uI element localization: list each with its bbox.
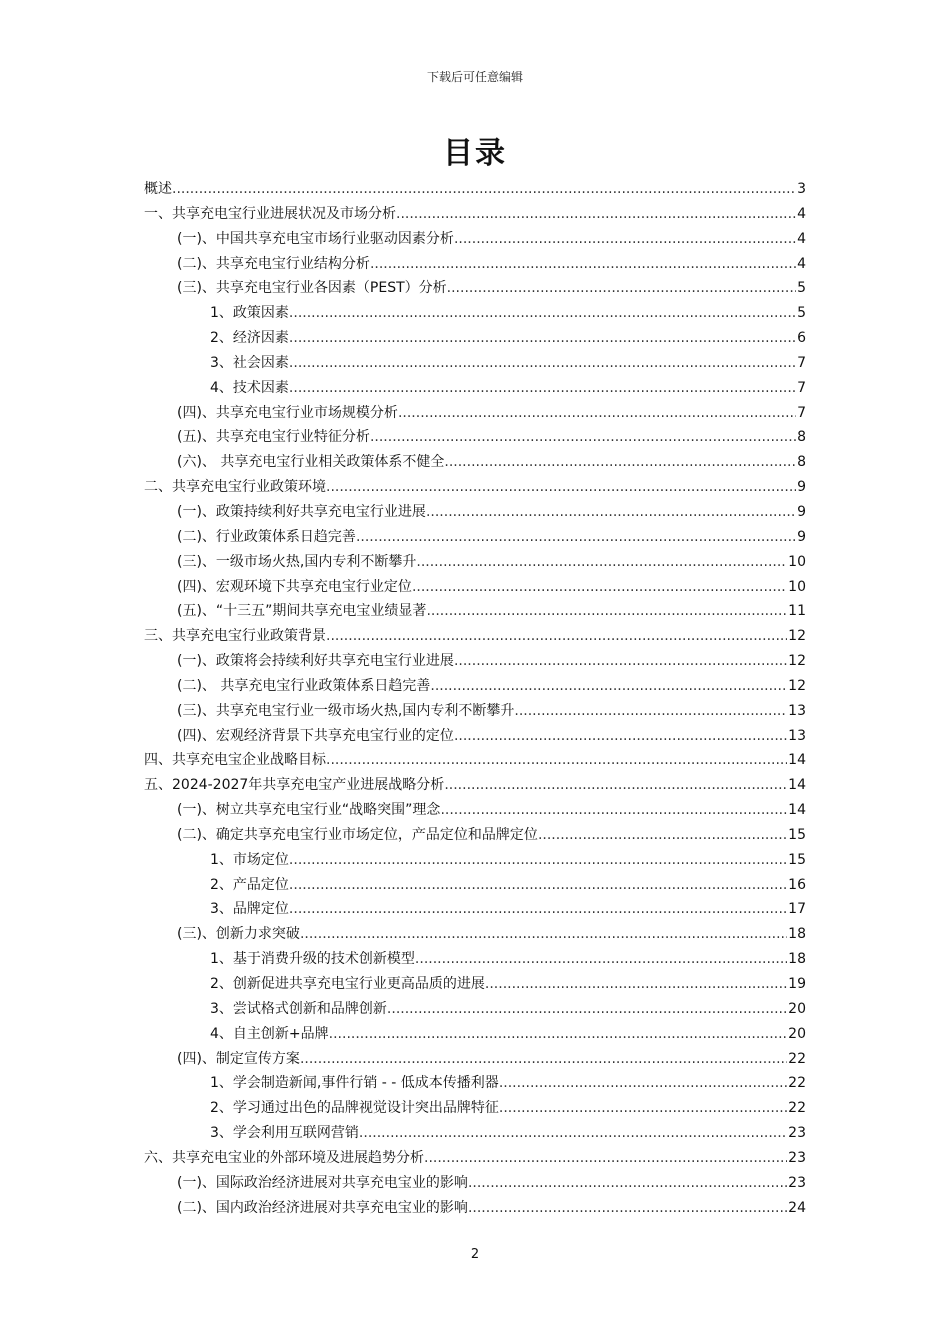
- toc-dot-leader: [447, 276, 796, 301]
- toc-entry-title: (三)、一级市场火热,国内专利不断攀升: [177, 553, 417, 570]
- toc-entry[interactable]: [144, 1196, 806, 1221]
- toc-entry[interactable]: [144, 500, 806, 525]
- toc-entry[interactable]: [144, 202, 806, 227]
- toc-entry-title: (二)、 共享充电宝行业政策体系日趋完善: [177, 677, 431, 694]
- toc-entry[interactable]: [144, 798, 806, 823]
- toc-dot-leader: [396, 202, 796, 227]
- toc-entry-title: 3、尝试格式创新和品牌创新: [210, 1000, 387, 1017]
- toc-entry-page: 3: [797, 181, 806, 197]
- toc-entry[interactable]: [144, 450, 806, 475]
- toc-entry-page: 14: [788, 777, 806, 794]
- toc-entry[interactable]: [144, 748, 806, 773]
- toc-entry-title: (一)、政策将会持续利好共享充电宝行业进展: [177, 653, 454, 670]
- toc-entry-title: 3、品牌定位: [210, 901, 289, 918]
- toc-dot-leader: [454, 724, 787, 749]
- toc-entry[interactable]: [144, 1121, 806, 1146]
- toc-entry-title: (四)、宏观环境下共享充电宝行业定位: [177, 578, 412, 595]
- toc-entry-title: 4、技术因素: [210, 379, 289, 396]
- toc-entry-page: 12: [788, 628, 806, 645]
- toc-entry-page: 15: [788, 851, 806, 868]
- toc-entry-title: 1、基于消费升级的技术创新模型: [210, 951, 415, 968]
- toc-entry[interactable]: [144, 351, 806, 376]
- toc-entry[interactable]: [144, 947, 806, 972]
- toc-entry-page: 24: [788, 1199, 806, 1216]
- toc-entry-page: 14: [788, 802, 806, 819]
- toc-entry[interactable]: [144, 699, 806, 724]
- toc-dot-leader: [538, 823, 787, 848]
- toc-dot-leader: [289, 301, 796, 326]
- toc-entry[interactable]: [144, 972, 806, 997]
- toc-entry-page: 7: [797, 379, 806, 396]
- toc-entry-page: 11: [788, 603, 806, 620]
- toc-entry-page: 4: [797, 205, 806, 222]
- toc-dot-leader: [359, 1121, 787, 1146]
- toc-entry[interactable]: [144, 897, 806, 922]
- toc-entry[interactable]: [144, 301, 806, 326]
- toc-entry[interactable]: [144, 1071, 806, 1096]
- toc-entry[interactable]: [144, 525, 806, 550]
- toc-entry[interactable]: [144, 873, 806, 898]
- toc-dot-leader: [356, 525, 796, 550]
- toc-entry-page: 16: [788, 876, 806, 893]
- toc-dot-leader: [412, 575, 787, 600]
- toc-entry-page: 13: [788, 702, 806, 719]
- toc-entry[interactable]: [144, 649, 806, 674]
- toc-entry-page: 8: [797, 429, 806, 446]
- toc-entry-page: 7: [797, 404, 806, 421]
- toc-entry[interactable]: [144, 425, 806, 450]
- toc-entry[interactable]: [144, 599, 806, 624]
- toc-entry-page: 10: [788, 578, 806, 595]
- toc-entry-page: 19: [788, 976, 806, 992]
- toc-dot-leader: [426, 599, 787, 624]
- toc-entry[interactable]: [144, 475, 806, 500]
- toc-entry[interactable]: [144, 997, 806, 1022]
- toc-dot-leader: [387, 997, 787, 1022]
- toc-entry-page: 10: [788, 553, 806, 570]
- toc-dot-leader: [430, 674, 787, 699]
- toc-entry-page: 13: [788, 727, 806, 744]
- toc-entry-title: 2、产品定位: [210, 876, 289, 893]
- toc-entry-title: 1、学会制造新闻,事件行销 - - 低成本传播利器: [210, 1075, 499, 1092]
- toc-dot-leader: [289, 873, 787, 898]
- toc-entry-title: (六)、 共享充电宝行业相关政策体系不健全: [177, 454, 445, 471]
- toc-entry-page: 5: [797, 305, 806, 322]
- toc-entry-page: 9: [797, 503, 806, 520]
- page-header: 下载后可任意编辑: [426, 70, 523, 84]
- toc-dot-leader: [468, 1171, 787, 1196]
- toc-entry-page: 23: [788, 1125, 806, 1142]
- toc-entry-title: (二)、行业政策体系日趋完善: [177, 528, 356, 545]
- toc-entry[interactable]: [144, 326, 806, 351]
- toc-entry-title: (三)、创新力求突破: [177, 926, 300, 943]
- toc-entry-title: 2、经济因素: [210, 330, 289, 347]
- toc-dot-leader: [444, 773, 787, 798]
- toc-dot-leader: [499, 1096, 787, 1121]
- toc-entry-page: 8: [797, 454, 806, 471]
- toc-dot-leader: [454, 227, 796, 252]
- toc-entry-page: 12: [788, 677, 806, 694]
- toc-entry-title: 四、共享充电宝企业战略目标: [144, 752, 326, 769]
- toc-entry[interactable]: [144, 1146, 806, 1171]
- toc-entry-title: (一)、政策持续利好共享充电宝行业进展: [177, 503, 426, 520]
- toc-entry-page: 4: [797, 255, 806, 272]
- toc-dot-leader: [289, 897, 787, 922]
- toc-dot-leader: [444, 450, 796, 475]
- toc-entry-title: 4、自主创新+品牌: [210, 1025, 329, 1042]
- toc-entry-page: 17: [788, 901, 806, 918]
- toc-entry-page: 20: [788, 1000, 806, 1017]
- toc-entry-page: 22: [788, 1100, 806, 1117]
- toc-entry-page: 7: [797, 354, 806, 371]
- toc-entry[interactable]: [144, 177, 806, 202]
- toc-entry-title: 1、市场定位: [210, 851, 289, 868]
- table-of-contents: [144, 177, 806, 1220]
- toc-dot-leader: [424, 1146, 787, 1171]
- toc-entry-page: 5: [797, 280, 806, 297]
- toc-entry-page: 15: [788, 826, 806, 843]
- toc-entry-page: 4: [797, 230, 806, 247]
- toc-dot-leader: [289, 376, 796, 401]
- toc-entry-title: (四)、制定宣传方案: [177, 1050, 300, 1067]
- toc-entry-title: 3、学会利用互联网营销: [210, 1125, 359, 1142]
- toc-entry-title: 2、创新促进共享充电宝行业更高品质的进展: [210, 976, 485, 992]
- toc-entry-page: 14: [788, 752, 806, 769]
- toc-dot-leader: [370, 252, 796, 277]
- toc-dot-leader: [326, 624, 787, 649]
- toc-entry-title: (一)、中国共享充电宝市场行业驱动因素分析: [177, 230, 454, 247]
- toc-dot-leader: [485, 972, 787, 997]
- toc-dot-leader: [289, 351, 796, 376]
- toc-entry[interactable]: [144, 276, 806, 301]
- toc-entry[interactable]: [144, 575, 806, 600]
- toc-entry-title: (二)、确定共享充电宝行业市场定位，产品定位和品牌定位: [177, 826, 538, 843]
- toc-entry[interactable]: [144, 1022, 806, 1047]
- toc-entry-title: 三、共享充电宝行业政策背景: [144, 628, 326, 645]
- toc-dot-leader: [454, 649, 787, 674]
- toc-entry-title: 概述: [144, 181, 172, 197]
- toc-entry-page: 9: [797, 528, 806, 545]
- toc-entry-page: 22: [788, 1075, 806, 1092]
- toc-dot-leader: [289, 848, 787, 873]
- toc-entry[interactable]: [144, 922, 806, 947]
- toc-entry-title: (三)、共享充电宝行业一级市场火热,国内专利不断攀升: [177, 702, 515, 719]
- toc-entry-title: 二、共享充电宝行业政策环境: [144, 479, 326, 496]
- toc-dot-leader: [499, 1071, 787, 1096]
- page-title: 目录: [443, 136, 507, 171]
- toc-entry[interactable]: [144, 674, 806, 699]
- toc-dot-leader: [416, 550, 787, 575]
- toc-entry-page: 9: [797, 479, 806, 496]
- toc-entry-title: (五)、“十三五”期间共享充电宝业绩显著: [177, 603, 427, 620]
- toc-entry[interactable]: [144, 376, 806, 401]
- toc-entry[interactable]: [144, 252, 806, 277]
- toc-dot-leader: [300, 1047, 787, 1072]
- toc-entry[interactable]: [144, 1171, 806, 1196]
- toc-entry[interactable]: [144, 227, 806, 252]
- toc-entry-page: 18: [788, 926, 806, 943]
- toc-entry-title: (四)、宏观经济背景下共享充电宝行业的定位: [177, 727, 454, 744]
- toc-dot-leader: [300, 922, 787, 947]
- toc-dot-leader: [415, 947, 787, 972]
- toc-entry-title: 五、2024-2027年共享充电宝产业进展战略分析: [144, 777, 445, 794]
- toc-dot-leader: [326, 748, 787, 773]
- toc-dot-leader: [514, 699, 787, 724]
- toc-entry[interactable]: [144, 550, 806, 575]
- toc-entry-title: (一)、国际政治经济进展对共享充电宝业的影响: [177, 1174, 468, 1191]
- toc-entry-title: (四)、共享充电宝行业市场规模分析: [177, 404, 398, 421]
- toc-entry[interactable]: [144, 773, 806, 798]
- toc-entry-title: (一)、树立共享充电宝行业“战略突围”理念: [177, 802, 441, 819]
- toc-entry[interactable]: [144, 624, 806, 649]
- toc-entry[interactable]: [144, 823, 806, 848]
- toc-dot-leader: [426, 500, 796, 525]
- toc-entry[interactable]: [144, 401, 806, 426]
- toc-entry-page: 12: [788, 653, 806, 670]
- toc-entry-page: 23: [788, 1149, 806, 1166]
- toc-entry-page: 18: [788, 951, 806, 968]
- toc-dot-leader: [326, 475, 796, 500]
- toc-entry-page: 22: [788, 1050, 806, 1067]
- toc-entry-title: 1、政策因素: [210, 305, 289, 322]
- toc-entry[interactable]: [144, 848, 806, 873]
- toc-entry-page: 23: [788, 1174, 806, 1191]
- toc-entry-title: 3、社会因素: [210, 354, 289, 371]
- toc-dot-leader: [468, 1196, 787, 1221]
- page-number: 2: [470, 1247, 480, 1262]
- toc-entry-page: 6: [797, 330, 806, 347]
- toc-entry[interactable]: [144, 1096, 806, 1121]
- toc-entry-title: (五)、共享充电宝行业特征分析: [177, 429, 370, 446]
- toc-entry[interactable]: [144, 1047, 806, 1072]
- toc-entry-page: 20: [788, 1025, 806, 1042]
- toc-entry-title: (二)、国内政治经济进展对共享充电宝业的影响: [177, 1199, 468, 1216]
- toc-entry-title: (三)、共享充电宝行业各因素（PEST）分析: [177, 280, 447, 297]
- toc-entry-title: (二)、共享充电宝行业结构分析: [177, 255, 370, 272]
- toc-dot-leader: [289, 326, 796, 351]
- toc-dot-leader: [440, 798, 787, 823]
- toc-dot-leader: [370, 425, 796, 450]
- toc-dot-leader: [172, 177, 796, 202]
- toc-entry-title: 2、学习通过出色的品牌视觉设计突出品牌特征: [210, 1100, 499, 1117]
- toc-dot-leader: [329, 1022, 788, 1047]
- toc-entry[interactable]: [144, 724, 806, 749]
- toc-entry-title: 六、共享充电宝业的外部环境及进展趋势分析: [144, 1149, 424, 1166]
- toc-dot-leader: [398, 401, 796, 426]
- toc-entry-title: 一、共享充电宝行业进展状况及市场分析: [144, 205, 396, 222]
